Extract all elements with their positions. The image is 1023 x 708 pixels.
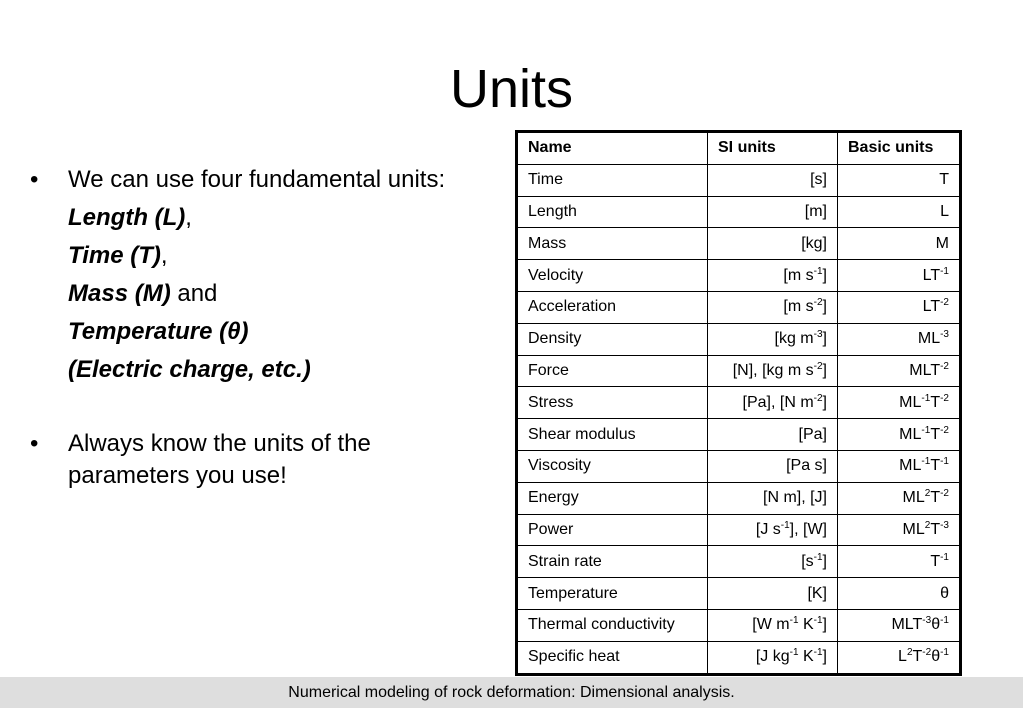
column-header-basic-units: Basic units (838, 132, 961, 165)
cell-name: Acceleration (517, 291, 708, 323)
cell-name: Power (517, 514, 708, 546)
slide-title: Units (449, 59, 574, 119)
column-header-name: Name (517, 132, 708, 165)
cell-si-units: [Pa], [N $m^{-2}$] (708, 387, 838, 419)
table-row (517, 578, 961, 610)
cell-basic-units: M (838, 228, 961, 260)
cell-name: Shear modulus (517, 419, 708, 451)
bullet-list (30, 164, 450, 492)
cell-basic-units: $T^{-1}$ (838, 546, 961, 578)
unit-line-time (30, 240, 450, 272)
unit-line-tail: , (160, 242, 168, 269)
unit-name-length: Length (L) (68, 204, 186, 231)
table-row (517, 609, 961, 641)
cell-basic-units: $MLT^{-3}\theta^{-1}$ (838, 609, 961, 641)
cell-basic-units: $LT^{-1}$ (838, 260, 961, 292)
cell-basic-units: θ (838, 578, 961, 610)
unit-name-temperature-close: ) (240, 318, 249, 345)
table-row (517, 546, 961, 578)
cell-si-units: [J $s^{-1}$], [W] (708, 514, 838, 546)
cell-name: Stress (517, 387, 708, 419)
table-row (517, 450, 961, 482)
table-row (517, 387, 961, 419)
unit-line-mass (30, 278, 450, 310)
units-table (515, 130, 962, 676)
unit-name-time: Time (T) (68, 242, 161, 269)
cell-basic-units: $LT^{-2}$ (838, 291, 961, 323)
cell-si-units: [m] (708, 196, 838, 228)
cell-name: Force (517, 355, 708, 387)
table-row (517, 641, 961, 674)
cell-name: Specific heat (517, 641, 708, 674)
cell-si-units: [m $s^{-2}$] (708, 291, 838, 323)
cell-name: Mass (517, 228, 708, 260)
cell-si-units: [Pa s] (708, 450, 838, 482)
bullet-marker: • (30, 430, 39, 457)
cell-basic-units: $ML^2T^{-2}$ (838, 482, 961, 514)
cell-basic-units: $ML^{-1}T^{-2}$ (838, 419, 961, 451)
units-table-body (517, 164, 961, 674)
cell-name: Velocity (517, 260, 708, 292)
cell-basic-units: $MLT^{-2}$ (838, 355, 961, 387)
cell-basic-units: $ML^2T^{-3}$ (838, 514, 961, 546)
cell-name: Thermal conductivity (517, 609, 708, 641)
unit-name-temperature: Temperature ( (68, 318, 228, 345)
cell-basic-units: T (838, 164, 961, 196)
cell-si-units: [m $s^{-1}$] (708, 260, 838, 292)
unit-line-temperature (30, 316, 450, 348)
unit-line-tail: , (185, 204, 192, 231)
cell-basic-units: $L^2T^{-2}\theta^{-1}$ (838, 641, 961, 674)
unit-name-mass: Mass (M) (68, 280, 171, 307)
cell-si-units: [W $m^{-1}$ $K^{-1}$] (708, 609, 838, 641)
cell-basic-units: $ML^{-1}T^{-1}$ (838, 450, 961, 482)
table-row (517, 355, 961, 387)
cell-name: Strain rate (517, 546, 708, 578)
table-row (517, 228, 961, 260)
bullet-item-know-units (30, 428, 450, 492)
bullet-text: We can use four fundamental units: (68, 166, 446, 193)
cell-si-units: [J $kg^{-1}$ $K^{-1}$] (708, 641, 838, 674)
table-row (517, 514, 961, 546)
unit-line-tail: and (170, 280, 218, 307)
unit-line-electric-charge (30, 354, 450, 386)
cell-name: Length (517, 196, 708, 228)
cell-basic-units: L (838, 196, 961, 228)
cell-si-units: [kg] (708, 228, 838, 260)
cell-si-units: $[s^{-1}]$ (708, 546, 838, 578)
cell-name: Temperature (517, 578, 708, 610)
cell-si-units: [Pa] (708, 419, 838, 451)
unit-line-length (30, 202, 450, 234)
table-row (517, 419, 961, 451)
table-row (517, 482, 961, 514)
cell-si-units: [s] (708, 164, 838, 196)
table-row (517, 196, 961, 228)
cell-basic-units: $ML^{-1}T^{-2}$ (838, 387, 961, 419)
table-row (517, 164, 961, 196)
column-header-si-units: SI units (708, 132, 838, 165)
table-row (517, 291, 961, 323)
cell-si-units: [N m], [J] (708, 482, 838, 514)
cell-basic-units: $ML^{-3}$ (838, 323, 961, 355)
cell-si-units: [K] (708, 578, 838, 610)
bullet-item-fundamental-units (30, 164, 450, 196)
table-row (517, 260, 961, 292)
cell-name: Time (517, 164, 708, 196)
bullet-text: Always know the units of the parameters you use! (68, 430, 371, 489)
slide-footer: Numerical modeling of rock deformation: Dimensional analysis. (0, 677, 1023, 708)
bullet-marker: • (30, 166, 39, 193)
table-row (517, 323, 961, 355)
cell-name: Energy (517, 482, 708, 514)
unit-name-electric-charge: (Electric charge, etc.) (68, 356, 311, 383)
table-header-row (517, 132, 961, 165)
cell-si-units: [kg $m^{-3}$] (708, 323, 838, 355)
cell-name: Viscosity (517, 450, 708, 482)
cell-name: Density (517, 323, 708, 355)
cell-si-units: [N], [kg m $s^{-2}$] (708, 355, 838, 387)
theta-symbol: θ (227, 318, 241, 345)
